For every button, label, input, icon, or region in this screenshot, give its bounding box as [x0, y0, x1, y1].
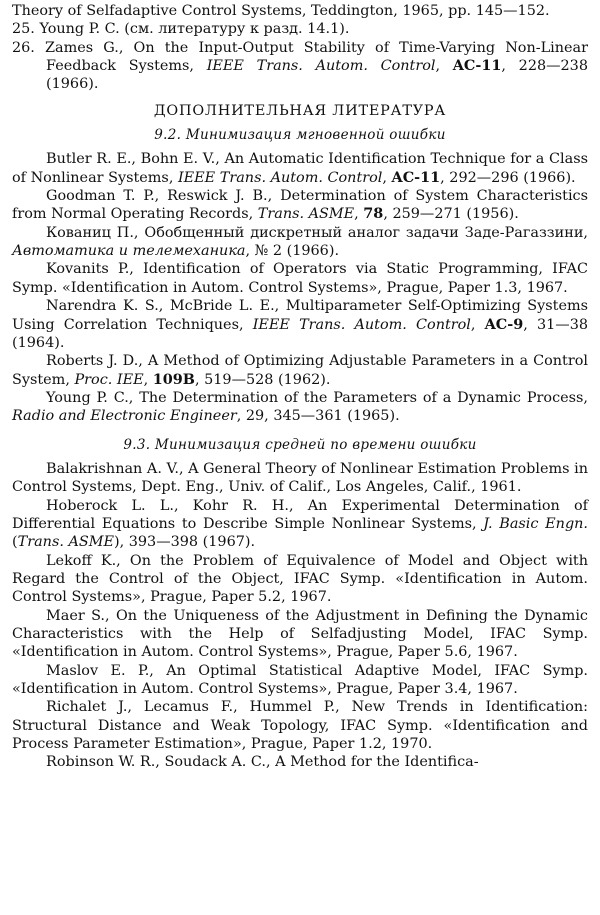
ref-maer: Maer S., On the Uniqueness of the Adjustment in Defining the Dynamic Characteristics with the Help of Selfadjusting Model, IFAC Symp. «Identification in Autom. Control Systems», Prague, Paper 5.6, 1967.: [12, 607, 588, 661]
subsection-title-9-3: 9.3. Минимизация средней по времени ошибки: [123, 436, 477, 453]
ref-hoberock: Hoberock L. L., Kohr R. H., An Experimental Determination of Differential Equations to Describe Simple Nonlinear Systems, J. Basic Engn. (Trans. ASME), 393—398 (1967).: [12, 497, 588, 551]
ref-continued: Theory of Selfadaptive Control Systems, Teddington, 1965, pp. 145—152.: [12, 3, 550, 19]
subsection-title-9-2: 9.2. Минимизация мгновенной ошибки: [154, 127, 446, 144]
section-title: ДОПОЛНИТЕЛЬНАЯ ЛИТЕРАТУРА: [153, 102, 447, 119]
ref-25: 25. Young P. C. (см. литературу к разд. 14.1).: [12, 21, 350, 38]
ref-number: 26.: [12, 39, 35, 56]
ref-narendra: Narendra K. S., McBride L. E., Multiparameter Self-Optimizing Systems Using Correlation Techniques, IEEE Trans. Autom. Control, AC-9, 31—38 (1964).: [12, 298, 589, 351]
ref-26: 26. Zames G., On the Input-Output Stability of Time-Varying Non-Linear Feedback Systems, IEEE Trans. Autom. Control, AC-11, 228—238 (1966).: [12, 39, 589, 93]
ref-maslov: Maslov E. P., An Optimal Statistical Adaptive Model, IFAC Symp. «Identification in Autom. Control Systems», Prague, Paper 3.4, 1967.: [12, 662, 588, 698]
ref-butler: Butler R. E., Bohn E. V., An Automatic Identification Technique for a Class of Nonlinear Systems, IEEE Trans. Autom. Control, AC-11, 292—296 (1966).: [12, 151, 588, 186]
ref-balakrishnan: Balakrishnan A. V., A General Theory of Nonlinear Estimation Problems in Control Systems, Dept. Eng., Univ. of Calif., Los Angeles, Calif., 1961.: [12, 460, 588, 496]
ref-lekoff: Lekoff K., On the Problem of Equivalence of Model and Object with Regard the Control of the Object, IFAC Symp. «Identification in Autom. Control Systems», Prague, Paper 5.2, 1967.: [12, 552, 588, 606]
ref-kovanits-ru: Кованиц П., Обобщенный дискретный аналог задачи Заде-Рагаззини, Автоматика и телемеханика, № 2 (1966).: [12, 224, 588, 260]
ref-goodman: Goodman T. P., Reswick J. B., Determination of System Characteristics from Normal Operating Records, Trans. ASME, 78, 259—271 (1956).: [12, 188, 588, 223]
ref-richalet: Richalet J., Lecamus F., Hummel P., New Trends in Identification: Structural Distance and Weak Topology, IFAC Symp. «Identification and Process Parameter Estimation», Prague, Paper 1.2, 1970.: [12, 699, 588, 753]
ref-number: 25.: [12, 21, 35, 38]
ref-roberts: Roberts J. D., A Method of Optimizing Adjustable Parameters in a Control System, Proc. IEE, 109B, 519—528 (1962).: [12, 353, 588, 388]
ref-robinson: Robinson W. R., Soudack A. C., A Method for the Identifica-: [46, 754, 479, 771]
ref-young: Young P. C., The Determination of the Parameters of a Dynamic Process, Radio and Electronic Engineer, 29, 345—361 (1965).: [12, 389, 588, 425]
bibliography-page: [12, 2, 588, 772]
ref-kovanits: Kovanits P., Identification of Operators via Static Programming, IFAC Symp. «Identification in Autom. Control Systems», Prague, Paper 1.3, 1967.: [12, 261, 588, 296]
